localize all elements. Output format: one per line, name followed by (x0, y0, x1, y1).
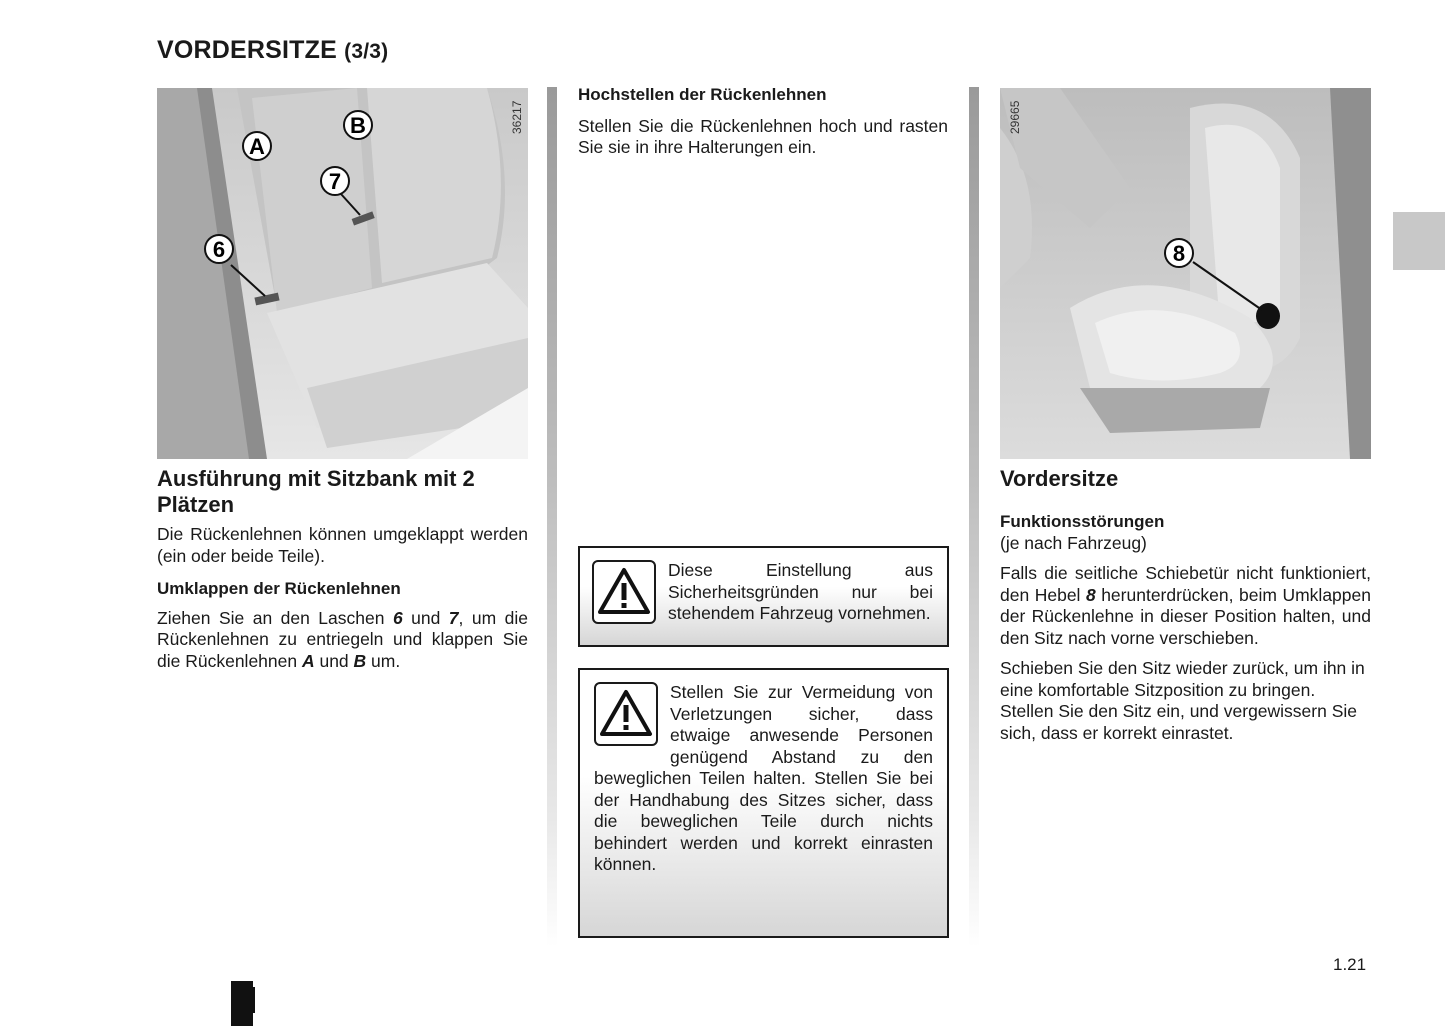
warning-text: Stellen Sie zur Vermeidung von Verletzungen sicher, dass etwaige anwesende Personen genügend Abstand zu den beweglichen Teilen halten. Stellen Sie bei der Handhabung des Sitzes sicher, dass die beweglichen Teile durch nichts behindert werden und korrekt einrasten können. (594, 682, 933, 874)
warning-triangle-icon (592, 560, 656, 624)
chapter-tab (1393, 212, 1445, 270)
middle-column-text (578, 84, 948, 159)
ref-8: 8 (1085, 584, 1096, 605)
page-title: VORDERSITZE (3/3) (157, 36, 389, 64)
page-number: 1.21 (1333, 955, 1367, 974)
callout-b: B (350, 113, 366, 138)
subheading: Funktionsstörungen (1000, 512, 1165, 531)
page-part: (3/3) (344, 40, 389, 63)
callout-8: 8 (1172, 241, 1186, 266)
section-heading: Ausführung mit Sitzbank mit 2 Plätzen (157, 466, 475, 517)
column-divider (969, 87, 979, 947)
raise-backrest-paragraph: Stellen Sie die Rückenlehnen hoch und rasten Sie sie in ihre Halterungen ein. (578, 115, 948, 157)
figure-number: 29665 (1008, 100, 1022, 134)
left-column-text (157, 466, 528, 672)
ref-6: 6 (392, 607, 403, 628)
subheading: Umklappen der Rückenlehnen (157, 579, 401, 598)
ref-a: A (301, 650, 315, 671)
callout-a: A (249, 134, 265, 159)
warning-box (578, 668, 949, 938)
intro-paragraph: Die Rückenlehnen können umgeklappt werden (ein oder beide Teile). (157, 524, 528, 566)
figure-number: 36217 (510, 100, 524, 134)
callout-7: 7 (328, 169, 342, 194)
front-seat-photo (1000, 88, 1371, 459)
warning-text: Diese Einstellung aus Sicherheitsgründen nur bei stehendem Fahrzeug vornehmen. (668, 560, 933, 623)
callout-6: 6 (212, 237, 226, 262)
right-column-text (1000, 466, 1371, 744)
section-heading: Vordersitze (1000, 466, 1119, 491)
note: (je nach Fahrzeug) (1000, 532, 1147, 553)
page-edge-mark (231, 981, 253, 1026)
readjust-paragraph: Schieben Sie den Sitz wieder zurück, um ihn in eine komfortable Sitzposition zu bringen. Stellen Sie den Sitz ein, und vergewissern Sie sich, dass er korrekt einrastet. (1000, 658, 1365, 743)
warning-box (578, 546, 949, 647)
rear-bench-photo (157, 88, 528, 459)
instructions-paragraph: Ziehen Sie an den Laschen 6 und 7, um die Rückenlehnen zu entriegeln und klappen Sie die Rückenlehnen A und B um. (157, 607, 528, 671)
subheading: Hochstellen der Rückenlehnen (578, 85, 827, 104)
ref-b: B (353, 650, 367, 671)
ref-7: 7 (448, 607, 459, 628)
malfunction-paragraph: Falls die seitliche Schiebetür nicht funktioniert, den Hebel 8 herunterdrücken, beim Umklappen der Rückenlehne in dieser Position halten, und den Sitz nach vorne verschieben. (1000, 563, 1371, 648)
column-divider (547, 87, 557, 947)
warning-triangle-icon (594, 682, 658, 746)
